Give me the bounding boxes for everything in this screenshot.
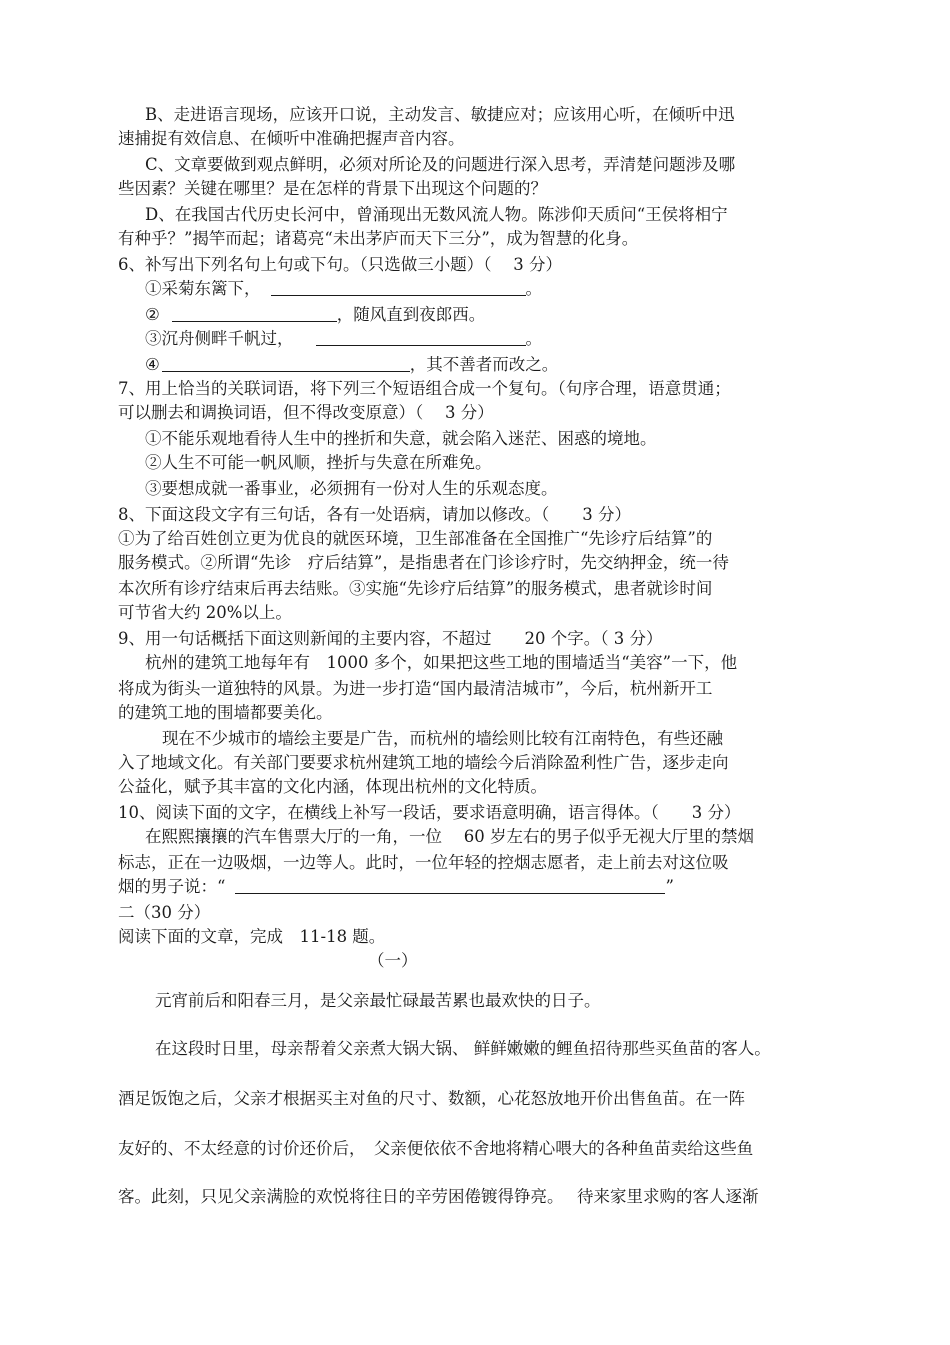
answer-blank[interactable] [316, 329, 526, 346]
q8-text-line1: ①为了给百姓创立更为优良的就医环境，卫生部准备在全国推广“先诊疗后结算”的 [118, 529, 713, 548]
q9-news-p1-line2: 将成为街头一道独特的风景。为进一步打造“国内最清洁城市”，今后，杭州新开工 [118, 679, 713, 698]
q10-prefix: 烟的男子说：“ [118, 877, 226, 896]
q6-stem: 6、补写出下列名句上句或下句。（只选做三小题）（ 3 分） [118, 255, 562, 274]
q8-text-line3: 本次所有诊疗结束后再去结账。③实施“先诊疗后结算”的服务模式，患者就诊时间 [118, 579, 713, 598]
q7-item-3: ③要想成就一番事业，必须拥有一份对人生的乐观态度。 [145, 479, 558, 498]
q10-text-line3 [118, 875, 674, 899]
q7-item-2: ②人生不可能一帆风顺，挫折与失意在所难免。 [145, 453, 492, 472]
q5-option-c-line1: C、文章要做到观点鲜明，必须对所论及的问题进行深入思考，弄清楚问题涉及哪 [145, 155, 736, 174]
q10-stem: 10、阅读下面的文字，在横线上补写一段话，要求语意明确，语言得体。（ 3 分） [118, 803, 741, 822]
part-heading: （一） [368, 951, 418, 970]
q6-item-3-end: 。 [525, 329, 542, 348]
q9-news-p1-line1: 杭州的建筑工地每年有 1000 多个，如果把这些工地的围墙适当“美容”一下，他 [145, 653, 738, 672]
q10-text-line1: 在熙熙攘攘的汽车售票大厅的一角，一位 60 岁左右的男子似乎无视大厅里的禁烟 [145, 827, 754, 846]
article-line: 友好的、不太经意的讨价还价后， 父亲便依依不舍地将精心喂大的各种鱼苗卖给这些鱼 [118, 1139, 754, 1158]
q6-item-3 [145, 327, 542, 351]
q8-text-line2: 服务模式。②所谓“先诊 疗后结算”，是指患者在门诊诊疗时，先交纳押金，统一待 [118, 553, 729, 572]
article-paragraph-1: 元宵前后和阳春三月，是父亲最忙碌最苦累也最欢快的日子。 [155, 991, 601, 1010]
q6-item-4-text: ，其不善者而改之。 [409, 355, 559, 374]
q6-item-1-text: ①采菊东篱下， [145, 279, 261, 298]
q9-news-p2-line3: 公益化，赋予其丰富的文化内涵，体现出杭州的文化特质。 [118, 777, 547, 796]
q9-stem: 9、用一句话概括下面这则新闻的主要内容，不超过 20 个字。（ 3 分） [118, 629, 663, 648]
article-line: 酒足饭饱之后，父亲才根据买主对鱼的尺寸、数额，心花怒放地开价出售鱼苗。在一阵 [118, 1089, 745, 1108]
section-heading: 二（30 分） [118, 903, 211, 922]
q9-news-p1-line3: 的建筑工地的围墙都要美化。 [118, 703, 333, 722]
q6-item-2-num: ② [145, 305, 160, 324]
q5-option-b-line1: B、走进语言现场，应该开口说，主动发言、敏捷应对；应该用心听，在倾听中迅 [145, 105, 735, 124]
q5-option-d-line1: D、在我国古代历史长河中，曾涌现出无数风流人物。陈涉仰天质问“王侯将相宁 [145, 205, 728, 224]
q8-stem: 8、下面这段文字有三句话，各有一处语病，请加以修改。（ 3 分） [118, 505, 631, 524]
q6-item-1 [145, 277, 542, 301]
q10-text-line2: 标志，正在一边吸烟，一边等人。此时，一位年轻的控烟志愿者，走上前去对这位吸 [118, 853, 729, 872]
answer-blank[interactable] [235, 877, 665, 894]
article-paragraph-2: 在这段时日里，母亲帮着父亲煮大锅大锅、 鲜鲜嫩嫩的鲤鱼招待那些买鱼苗的客人。 [155, 1039, 771, 1058]
q6-item-2-text: ，随风直到夜郎西。 [336, 305, 486, 324]
q5-option-d-line2: 有种乎？”揭竿而起；诸葛亮“未出茅庐而天下三分”，成为智慧的化身。 [118, 229, 639, 248]
q9-news-p2-line2: 入了地域文化。有关部门要要求杭州建筑工地的墙绘今后消除盈利性广告，逐步走向 [118, 753, 729, 772]
q9-news-p2-line1: 现在不少城市的墙绘主要是广告，而杭州的墙绘则比较有江南特色，有些还融 [162, 729, 723, 748]
q5-option-c-line2: 些因素？关键在哪里？是在怎样的背景下出现这个问题的？ [118, 179, 547, 198]
q6-item-1-end: 。 [525, 279, 542, 298]
q6-item-4-num: ④ [145, 355, 160, 374]
q6-item-4 [145, 353, 558, 377]
q7-stem-line1: 7、用上恰当的关联词语，将下列三个短语组合成一个复句。（句序合理，语意贯通； [118, 379, 731, 398]
q6-item-3-text: ③沉舟侧畔千帆过， [145, 329, 294, 348]
q7-stem-line2: 可以删去和调换词语，但不得改变原意）（ 3 分） [118, 403, 494, 422]
q7-item-1: ①不能乐观地看待人生中的挫折和失意，就会陷入迷茫、困惑的境地。 [145, 429, 657, 448]
article-line: 客。此刻，只见父亲满脸的欢悦将往日的辛劳困倦镀得铮亮。 待来家里求购的客人逐渐 [118, 1187, 759, 1206]
answer-blank[interactable] [271, 279, 526, 296]
answer-blank[interactable] [162, 355, 410, 372]
answer-blank[interactable] [172, 305, 337, 322]
q5-option-b-line2: 速捕捉有效信息、在倾听中准确把握声音内容。 [118, 129, 465, 148]
q6-item-2 [145, 303, 485, 327]
q10-suffix: ” [665, 877, 674, 896]
q8-text-line4: 可节省大约 20%以上。 [118, 603, 292, 622]
section-instruction: 阅读下面的文章，完成 11-18 题。 [118, 927, 386, 946]
